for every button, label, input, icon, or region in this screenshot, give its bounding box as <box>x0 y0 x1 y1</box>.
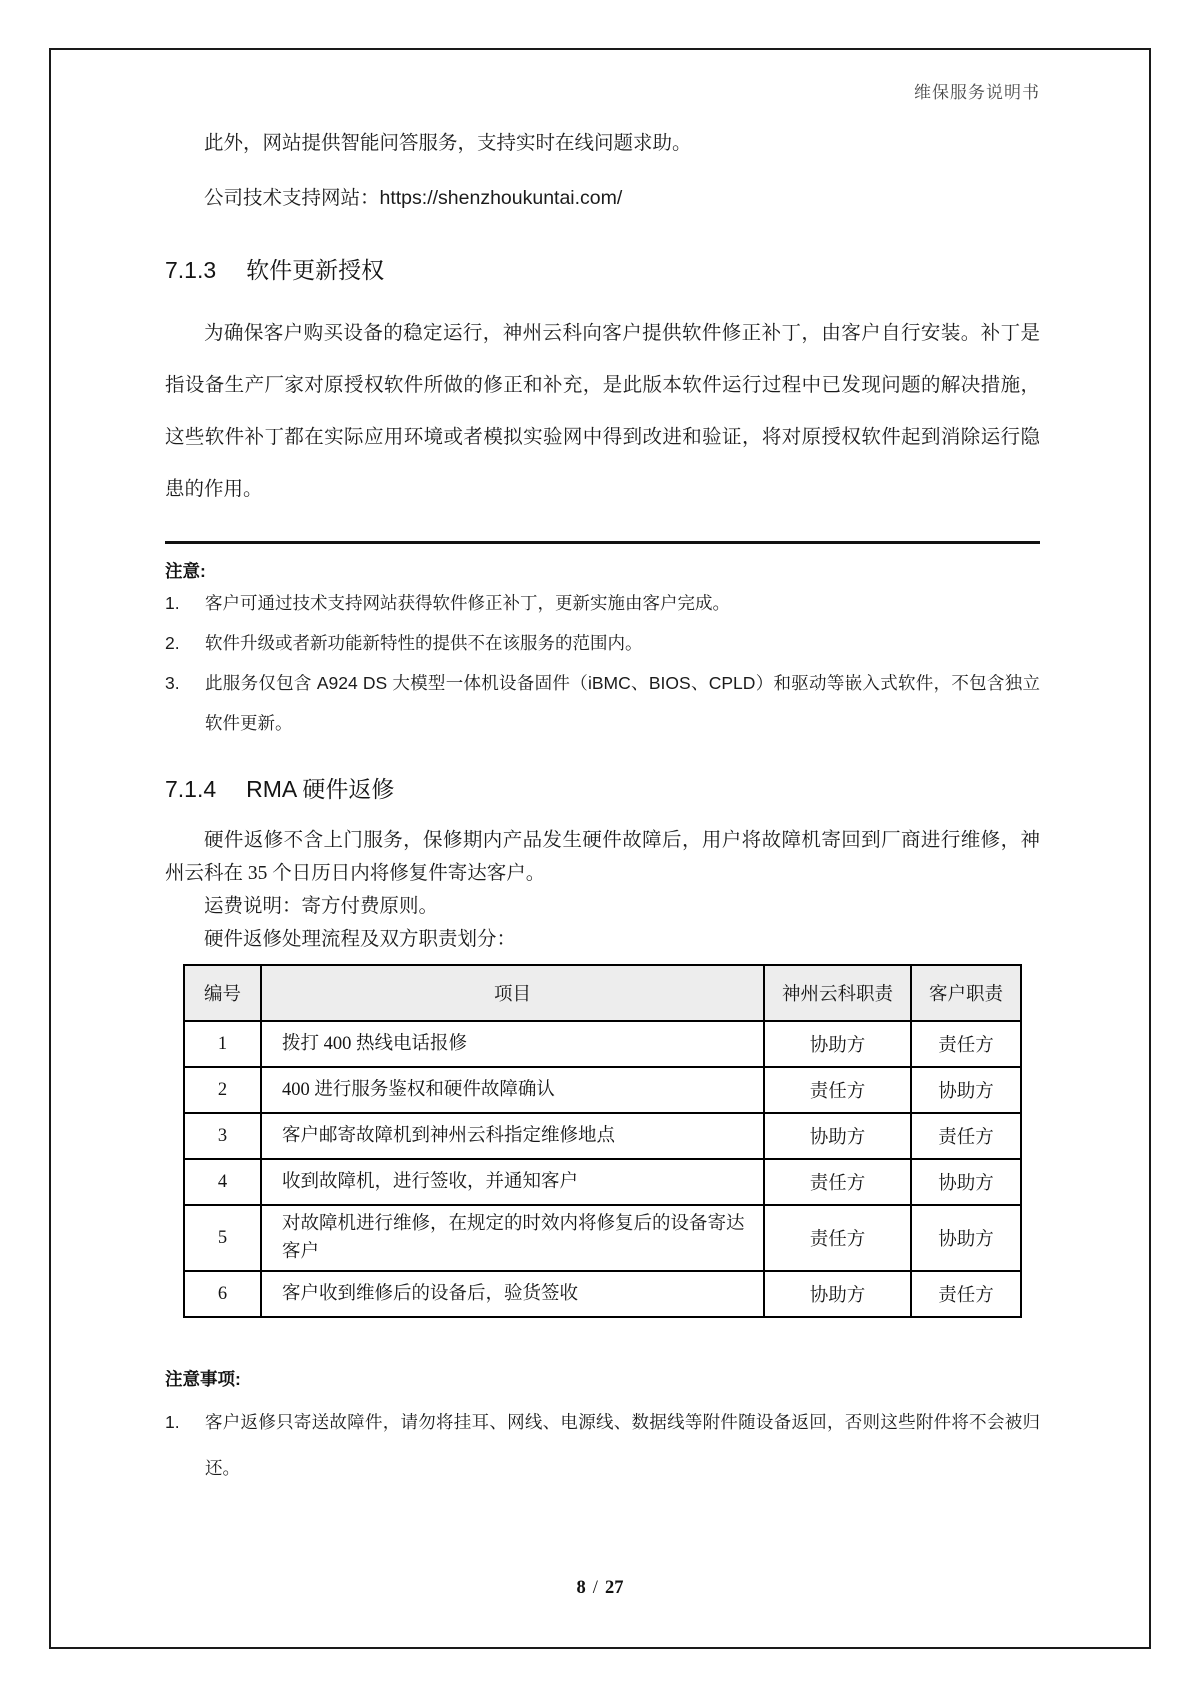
note-item <box>165 1399 1040 1491</box>
cell-item: 对故障机进行维修，在规定的时效内将修复后的设备寄达客户 <box>261 1205 764 1271</box>
cell-id: 6 <box>184 1271 261 1317</box>
footer-total-pages: 27 <box>604 1578 624 1598</box>
footer-page-number: 8 <box>576 1578 586 1598</box>
table-header-id: 编号 <box>184 965 261 1021</box>
table-row <box>184 1113 1021 1159</box>
note-list-713 <box>165 583 1040 743</box>
section-714-paragraph-3: 硬件返修处理流程及双方职责划分： <box>204 929 517 950</box>
note-item <box>165 583 1040 623</box>
page-content <box>165 48 1040 1491</box>
cell-id: 1 <box>184 1021 261 1067</box>
cell-item: 400 进行服务鉴权和硬件故障确认 <box>261 1067 764 1113</box>
note-item-text: 客户返修只寄送故障件，请勿将挂耳、网线、电源线、数据线等附件随设备返回，否则这些附件将不会被归还。 <box>205 1412 1040 1478</box>
section-713-body: 为确保客户购买设备的稳定运行，神州云科向客户提供软件修正补丁，由客户自行安装。补丁是指设备生产厂家对原授权软件所做的修正和补充，是此版本软件运行过程中已发现问题的解决措施，这些软件补丁都在实际应用环境或者模拟实验网中得到改进和验证，将对原授权软件起到消除运行隐患的作用。 <box>165 322 1040 500</box>
table-row <box>184 1271 1021 1317</box>
cell-vendor-duty: 责任方 <box>764 1067 911 1113</box>
table-body <box>184 1021 1021 1317</box>
document-header-title: 维保服务说明书 <box>914 83 1040 102</box>
cell-customer-duty: 协助方 <box>911 1067 1021 1113</box>
cell-vendor-duty: 责任方 <box>764 1159 911 1205</box>
table-header-customer-duty: 客户职责 <box>911 965 1021 1021</box>
cell-customer-duty: 责任方 <box>911 1113 1021 1159</box>
section-title-714: RMA 硬件返修 <box>246 776 395 802</box>
section-714-paragraph-2: 运费说明：寄方付费原则。 <box>204 896 439 917</box>
cell-item: 客户邮寄故障机到神州云科指定维修地点 <box>261 1113 764 1159</box>
note-label-714: 注意事项: <box>165 1369 241 1389</box>
note-list-714 <box>165 1399 1040 1491</box>
note-item-text: 软件升级或者新功能新特性的提供不在该服务的范围内。 <box>205 633 643 653</box>
section-heading-713 <box>165 252 1040 285</box>
cell-customer-duty: 责任方 <box>911 1271 1021 1317</box>
intro-paragraph-1: 此外，网站提供智能问答服务，支持实时在线问题求助。 <box>204 132 692 154</box>
cell-vendor-duty: 协助方 <box>764 1271 911 1317</box>
table-header-row <box>184 965 1021 1021</box>
footer-separator: / <box>592 1578 598 1598</box>
table-header-vendor-duty: 神州云科职责 <box>764 965 911 1021</box>
cell-item: 收到故障机，进行签收，并通知客户 <box>261 1159 764 1205</box>
cell-vendor-duty: 协助方 <box>764 1021 911 1067</box>
section-number-713: 7.1.3 <box>165 257 217 283</box>
note-label-713: 注意: <box>165 561 206 581</box>
note-item-number: 1. <box>165 1412 180 1432</box>
cell-vendor-duty: 协助方 <box>764 1113 911 1159</box>
cell-item: 拨打 400 热线电话报修 <box>261 1021 764 1067</box>
note-item-number: 1. <box>165 593 180 613</box>
section-title-713: 软件更新授权 <box>246 257 385 283</box>
note-item-text: 此服务仅包含 A924 DS 大模型一体机设备固件（iBMC、BIOS、CPLD）和驱动等嵌入式软件，不包含独立软件更新。 <box>205 673 1040 733</box>
note-item-number: 2. <box>165 633 180 653</box>
cell-vendor-duty: 责任方 <box>764 1205 911 1271</box>
table-header-item: 项目 <box>261 965 764 1021</box>
note-item-text: 客户可通过技术支持网站获得软件修正补丁，更新实施由客户完成。 <box>205 593 730 613</box>
cell-customer-duty: 协助方 <box>911 1205 1021 1271</box>
table-row <box>184 1159 1021 1205</box>
cell-id: 2 <box>184 1067 261 1113</box>
note-item-number: 3. <box>165 673 180 693</box>
notice-divider-rule <box>165 541 1040 544</box>
cell-id: 4 <box>184 1159 261 1205</box>
table-row <box>184 1021 1021 1067</box>
section-number-714: 7.1.4 <box>165 776 217 802</box>
note-item <box>165 663 1040 743</box>
intro-paragraph-2: 公司技术支持网站：https://shenzhoukuntai.com/ <box>204 187 623 209</box>
cell-item: 客户收到维修后的设备后，验货签收 <box>261 1271 764 1317</box>
cell-customer-duty: 协助方 <box>911 1159 1021 1205</box>
table-row <box>184 1067 1021 1113</box>
cell-customer-duty: 责任方 <box>911 1021 1021 1067</box>
cell-id: 3 <box>184 1113 261 1159</box>
section-714-paragraph-1: 硬件返修不含上门服务，保修期内产品发生硬件故障后，用户将故障机寄回到厂商进行维修，神州云科在 35 个日历日内将修复件寄达客户。 <box>165 830 1040 884</box>
table-row <box>184 1205 1021 1271</box>
page-footer <box>0 1578 1200 1599</box>
section-heading-714 <box>165 771 1040 804</box>
cell-id: 5 <box>184 1205 261 1271</box>
note-item <box>165 623 1040 663</box>
rma-process-table <box>183 964 1022 1318</box>
